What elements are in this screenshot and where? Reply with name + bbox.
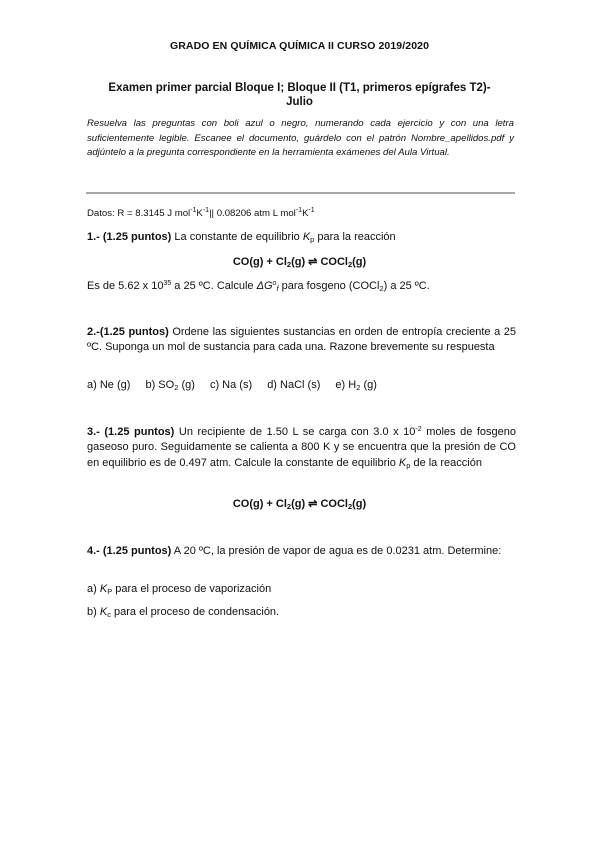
q1-line: para fosgeno (COCl	[278, 280, 380, 292]
subscript: p	[310, 235, 315, 244]
question-1-text2: para la reacción	[314, 231, 396, 243]
question-1-equation	[0, 255, 599, 268]
datos-unit: K	[302, 208, 309, 219]
option-b-text: b) SO	[145, 379, 175, 391]
question-4	[87, 544, 516, 559]
option-e-state: (g)	[363, 379, 377, 391]
option-c: c) Na (s)	[209, 379, 253, 391]
kp-symbol: K	[398, 456, 407, 469]
subscript: 2	[347, 260, 353, 269]
part-label: a)	[87, 583, 100, 595]
question-3-equation	[0, 497, 599, 510]
eq-part: CO(g) + Cl	[232, 498, 287, 510]
part-text: para el proceso de vaporización	[112, 583, 272, 595]
question-3	[87, 425, 516, 471]
question-3-text: moles de fosgeno gaseoso puro. Seguidamente se calienta a 800 K y se encuentra que la presión de CO en equilibrio es de 0.497 atm. Calcule la constante de equilibrio	[87, 426, 517, 469]
superscript: o	[272, 280, 277, 287]
question-1-intro	[87, 230, 516, 245]
k-symbol: K	[99, 606, 108, 618]
exam-title-line2: Julio	[286, 96, 313, 108]
eq-part: (g)	[352, 256, 367, 268]
subscript: f	[276, 284, 279, 293]
eq-part: (g) ⇌ COCl	[291, 498, 348, 510]
part-label: b)	[87, 606, 100, 618]
question-1-text: La constante de equilibrio	[171, 231, 303, 243]
question-1-task	[87, 279, 516, 294]
subscript: 2	[286, 260, 292, 269]
q1-line: ) a 25 ºC.	[383, 280, 430, 292]
subscript: 2	[356, 383, 361, 392]
subscript: c	[107, 610, 111, 619]
subscript: 2	[347, 502, 353, 511]
superscript: -1	[202, 207, 210, 214]
exam-title	[92, 81, 507, 109]
eq-part: (g)	[352, 498, 367, 510]
datos-unit: K	[196, 208, 203, 219]
option-a: a) Ne (g)	[87, 379, 131, 391]
subscript: 2	[379, 284, 384, 293]
datos-prefix: Datos: R = 8.3145 J mol	[87, 208, 191, 219]
superscript: -2	[415, 426, 422, 433]
option-e-text: e) H	[335, 379, 357, 391]
kp-symbol: K	[302, 231, 311, 243]
exam-title-line1: Examen primer parcial Bloque I; Bloque II (T1, primeros epígrafes T2)-	[108, 82, 491, 94]
question-4-part-b	[87, 605, 516, 620]
question-3-text: de la reacción	[410, 456, 482, 469]
q1-line: Es de 5.62 x 10	[87, 280, 164, 292]
subscript: 2	[286, 502, 292, 511]
k-symbol: K	[99, 583, 108, 595]
course-header: GRADO EN QUÍMICA QUÍMICA II CURSO 2019/2020	[169, 40, 430, 52]
question-3-text: Un recipiente de 1.50 L se carga con 3.0 x 10	[174, 426, 416, 438]
q1-line: a 25 ºC. Calcule	[171, 280, 257, 292]
superscript: -1	[190, 207, 197, 214]
eq-part: (g) ⇌ COCl	[291, 256, 348, 268]
delta-g-symbol: ΔG	[256, 280, 273, 292]
question-4-number: 4.- (1.25 puntos)	[87, 545, 172, 557]
question-2-text: Ordene las siguientes sustancias en orden de entropía creciente a 25 ºC. Suponga un mol de sustancia para cada una. Razone brevemente su respuesta	[87, 326, 516, 354]
question-3-number: 3.- (1.25 puntos)	[87, 426, 175, 438]
option-d: d) NaCl (s)	[267, 379, 321, 391]
subscript: p	[406, 460, 411, 470]
divider	[86, 192, 515, 194]
question-2-number: 2.-(1.25 puntos)	[87, 326, 169, 338]
question-4-text: A 20 ºC, la presión de vapor de agua es de 0.0231 atm. Determine:	[171, 545, 502, 557]
datos-separator: || 0.08206 atm L mol	[209, 208, 296, 219]
superscript: -1	[295, 207, 303, 214]
question-2	[87, 325, 516, 356]
question-2-options	[87, 378, 516, 393]
question-4-part-a	[87, 582, 516, 597]
part-text: para el proceso de condensación.	[110, 606, 280, 618]
option-b	[145, 379, 194, 391]
constants-data	[87, 208, 517, 219]
question-1-number: 1.- (1.25 puntos)	[87, 231, 172, 243]
subscript: 2	[174, 383, 179, 392]
option-b-state: (g)	[181, 379, 195, 391]
superscript: 35	[163, 280, 172, 287]
superscript: -1	[308, 207, 315, 214]
instructions: Resuelva las preguntas con boli azul o negro, numerando cada ejercicio y con una letra suficientemente legible. Escanee el documento, guárdelo con el patrón Nombre_apellidos.pdf y adjúntelo a la pregunta correspondiente en la herramienta exámenes del Aula Virtual.	[87, 118, 514, 158]
subscript: P	[107, 587, 113, 596]
option-e	[335, 379, 376, 391]
eq-part: CO(g) + Cl	[232, 256, 287, 268]
